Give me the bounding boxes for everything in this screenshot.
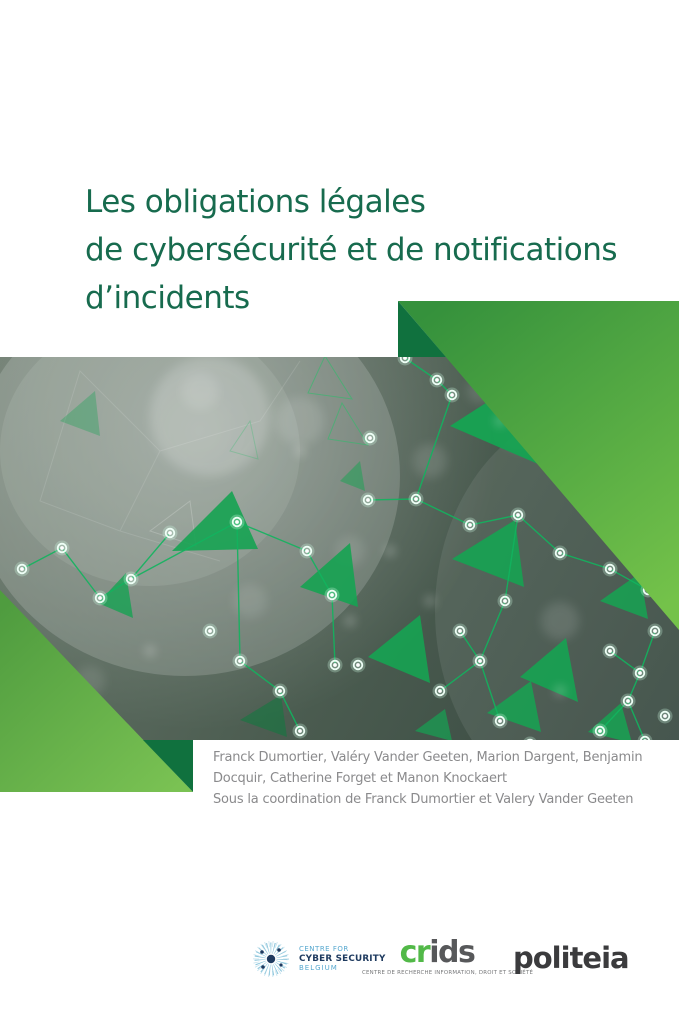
crids-wordmark-green: cr xyxy=(399,935,430,970)
logo-row xyxy=(0,936,679,1006)
authors-line-1: Franck Dumortier, Valéry Vander Geeten, Marion Dargent, Benjamin xyxy=(213,750,643,765)
authors-block xyxy=(213,747,653,810)
politeia-logo: politeia xyxy=(513,941,629,975)
cover-artwork xyxy=(0,301,679,792)
book-title-line-3: d’incidents xyxy=(85,280,250,316)
ccb-line-1: CENTRE FOR xyxy=(299,945,349,953)
ccb-line-3: BELGIUM xyxy=(299,964,338,972)
ccb-line-2: CYBER SECURITY xyxy=(299,954,386,964)
authors-line-2: Docquir, Catherine Forget et Manon Knockaert xyxy=(213,771,507,786)
authors-line-3: Sous la coordination de Franck Dumortier et Valery Vander Geeten xyxy=(213,792,634,807)
network-artwork-image xyxy=(0,301,679,792)
crids-wordmark xyxy=(362,936,512,970)
book-title-line-2: de cybersécurité et de notifications xyxy=(85,232,618,268)
crids-wordmark-gray: ids xyxy=(429,935,475,970)
crids-tagline: CENTRE DE RECHERCHE INFORMATION, DROIT ET SOCIÉTÉ xyxy=(362,970,534,976)
book-title-line-1: Les obligations légales xyxy=(85,184,426,220)
ccb-starburst-icon xyxy=(250,938,292,980)
crids-logo xyxy=(362,935,534,977)
